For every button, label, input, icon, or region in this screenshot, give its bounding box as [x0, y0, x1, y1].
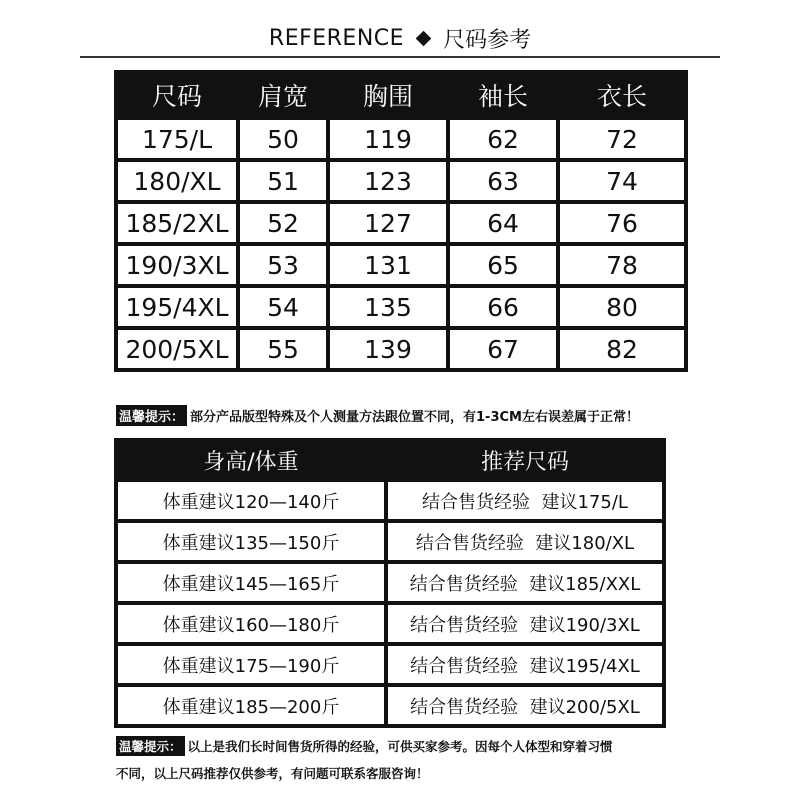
cell-sleeve: 62: [450, 120, 556, 158]
cell-shoulder: 53: [240, 246, 326, 284]
notice-text: 部分产品版型特殊及个人测量方法跟位置不同，有1-3CM左右误差属于正常！: [190, 410, 639, 425]
table-row: [118, 120, 684, 158]
cell-recommendation: 结合售货经验 建议200/5XL: [388, 687, 662, 724]
header-title-en: REFERENCE: [268, 25, 405, 51]
notice-tag: 温馨提示：: [116, 405, 187, 426]
header-size: 尺码: [118, 74, 236, 116]
cell-weight: 体重建议145—165斤: [118, 564, 384, 601]
cell-weight: 体重建议175—190斤: [118, 646, 384, 683]
table-row: [118, 288, 684, 326]
cell-shoulder: 51: [240, 162, 326, 200]
cell-recommendation: 结合售货经验 建议185/XXL: [388, 564, 662, 601]
table-row: [118, 564, 662, 601]
header-title-cn: 尺码参考: [443, 27, 532, 53]
header-height-weight: 身高/体重: [118, 442, 384, 478]
table-row: [118, 162, 684, 200]
diamond-icon: [416, 30, 432, 46]
cell-sleeve: 64: [450, 204, 556, 242]
cell-weight: 体重建议135—150斤: [118, 523, 384, 560]
cell-length: 72: [560, 120, 684, 158]
cell-length: 78: [560, 246, 684, 284]
cell-recommendation: 结合售货经验 建议195/4XL: [388, 646, 662, 683]
cell-sleeve: 63: [450, 162, 556, 200]
cell-size: 185/2XL: [118, 204, 236, 242]
table-row: [118, 687, 662, 724]
page-header: [0, 18, 800, 58]
notice-text-line1: 以上是我们长时间售货所得的经验，可供买家参考。因每个人体型和穿着习惯: [187, 739, 613, 754]
cell-chest: 139: [330, 330, 446, 368]
header-chest: 胸围: [330, 74, 446, 116]
cell-size: 195/4XL: [118, 288, 236, 326]
header-sleeve: 袖长: [450, 74, 556, 116]
cell-chest: 127: [330, 204, 446, 242]
header-recommended-size: 推荐尺码: [388, 442, 662, 478]
cell-chest: 135: [330, 288, 446, 326]
cell-recommendation: 结合售货经验 建议180/XL: [388, 523, 662, 560]
cell-sleeve: 65: [450, 246, 556, 284]
cell-size: 175/L: [118, 120, 236, 158]
cell-size: 180/XL: [118, 162, 236, 200]
cell-length: 82: [560, 330, 684, 368]
cell-sleeve: 67: [450, 330, 556, 368]
cell-size: 200/5XL: [118, 330, 236, 368]
measurement-notice: [116, 405, 676, 426]
cell-length: 74: [560, 162, 684, 200]
cell-chest: 123: [330, 162, 446, 200]
size-table: [114, 70, 688, 372]
notice-tag: 温馨提示：: [116, 736, 185, 756]
header-divider: [80, 56, 720, 58]
table-row: [118, 646, 662, 683]
table-row: [118, 330, 684, 368]
header-length: 衣长: [560, 74, 684, 116]
recommendation-header-row: [118, 442, 662, 478]
size-table-header-row: [118, 74, 684, 116]
table-row: [118, 523, 662, 560]
cell-length: 76: [560, 204, 684, 242]
cell-length: 80: [560, 288, 684, 326]
cell-size: 190/3XL: [118, 246, 236, 284]
table-row: [118, 204, 684, 242]
cell-chest: 131: [330, 246, 446, 284]
cell-sleeve: 66: [450, 288, 556, 326]
table-row: [118, 605, 662, 642]
cell-shoulder: 50: [240, 120, 326, 158]
cell-recommendation: 结合售货经验 建议175/L: [388, 482, 662, 519]
cell-shoulder: 52: [240, 204, 326, 242]
notice-text-line2: 不同，以上尺码推荐仅供参考，有问题可联系客服咨询！: [116, 766, 429, 781]
table-row: [118, 482, 662, 519]
cell-recommendation: 结合售货经验 建议190/3XL: [388, 605, 662, 642]
cell-weight: 体重建议185—200斤: [118, 687, 384, 724]
cell-chest: 119: [330, 120, 446, 158]
experience-notice: [116, 736, 613, 756]
table-row: [118, 246, 684, 284]
cell-shoulder: 55: [240, 330, 326, 368]
cell-weight: 体重建议120—140斤: [118, 482, 384, 519]
recommendation-table: [114, 438, 666, 728]
cell-shoulder: 54: [240, 288, 326, 326]
cell-weight: 体重建议160—180斤: [118, 605, 384, 642]
header-shoulder: 肩宽: [240, 74, 326, 116]
